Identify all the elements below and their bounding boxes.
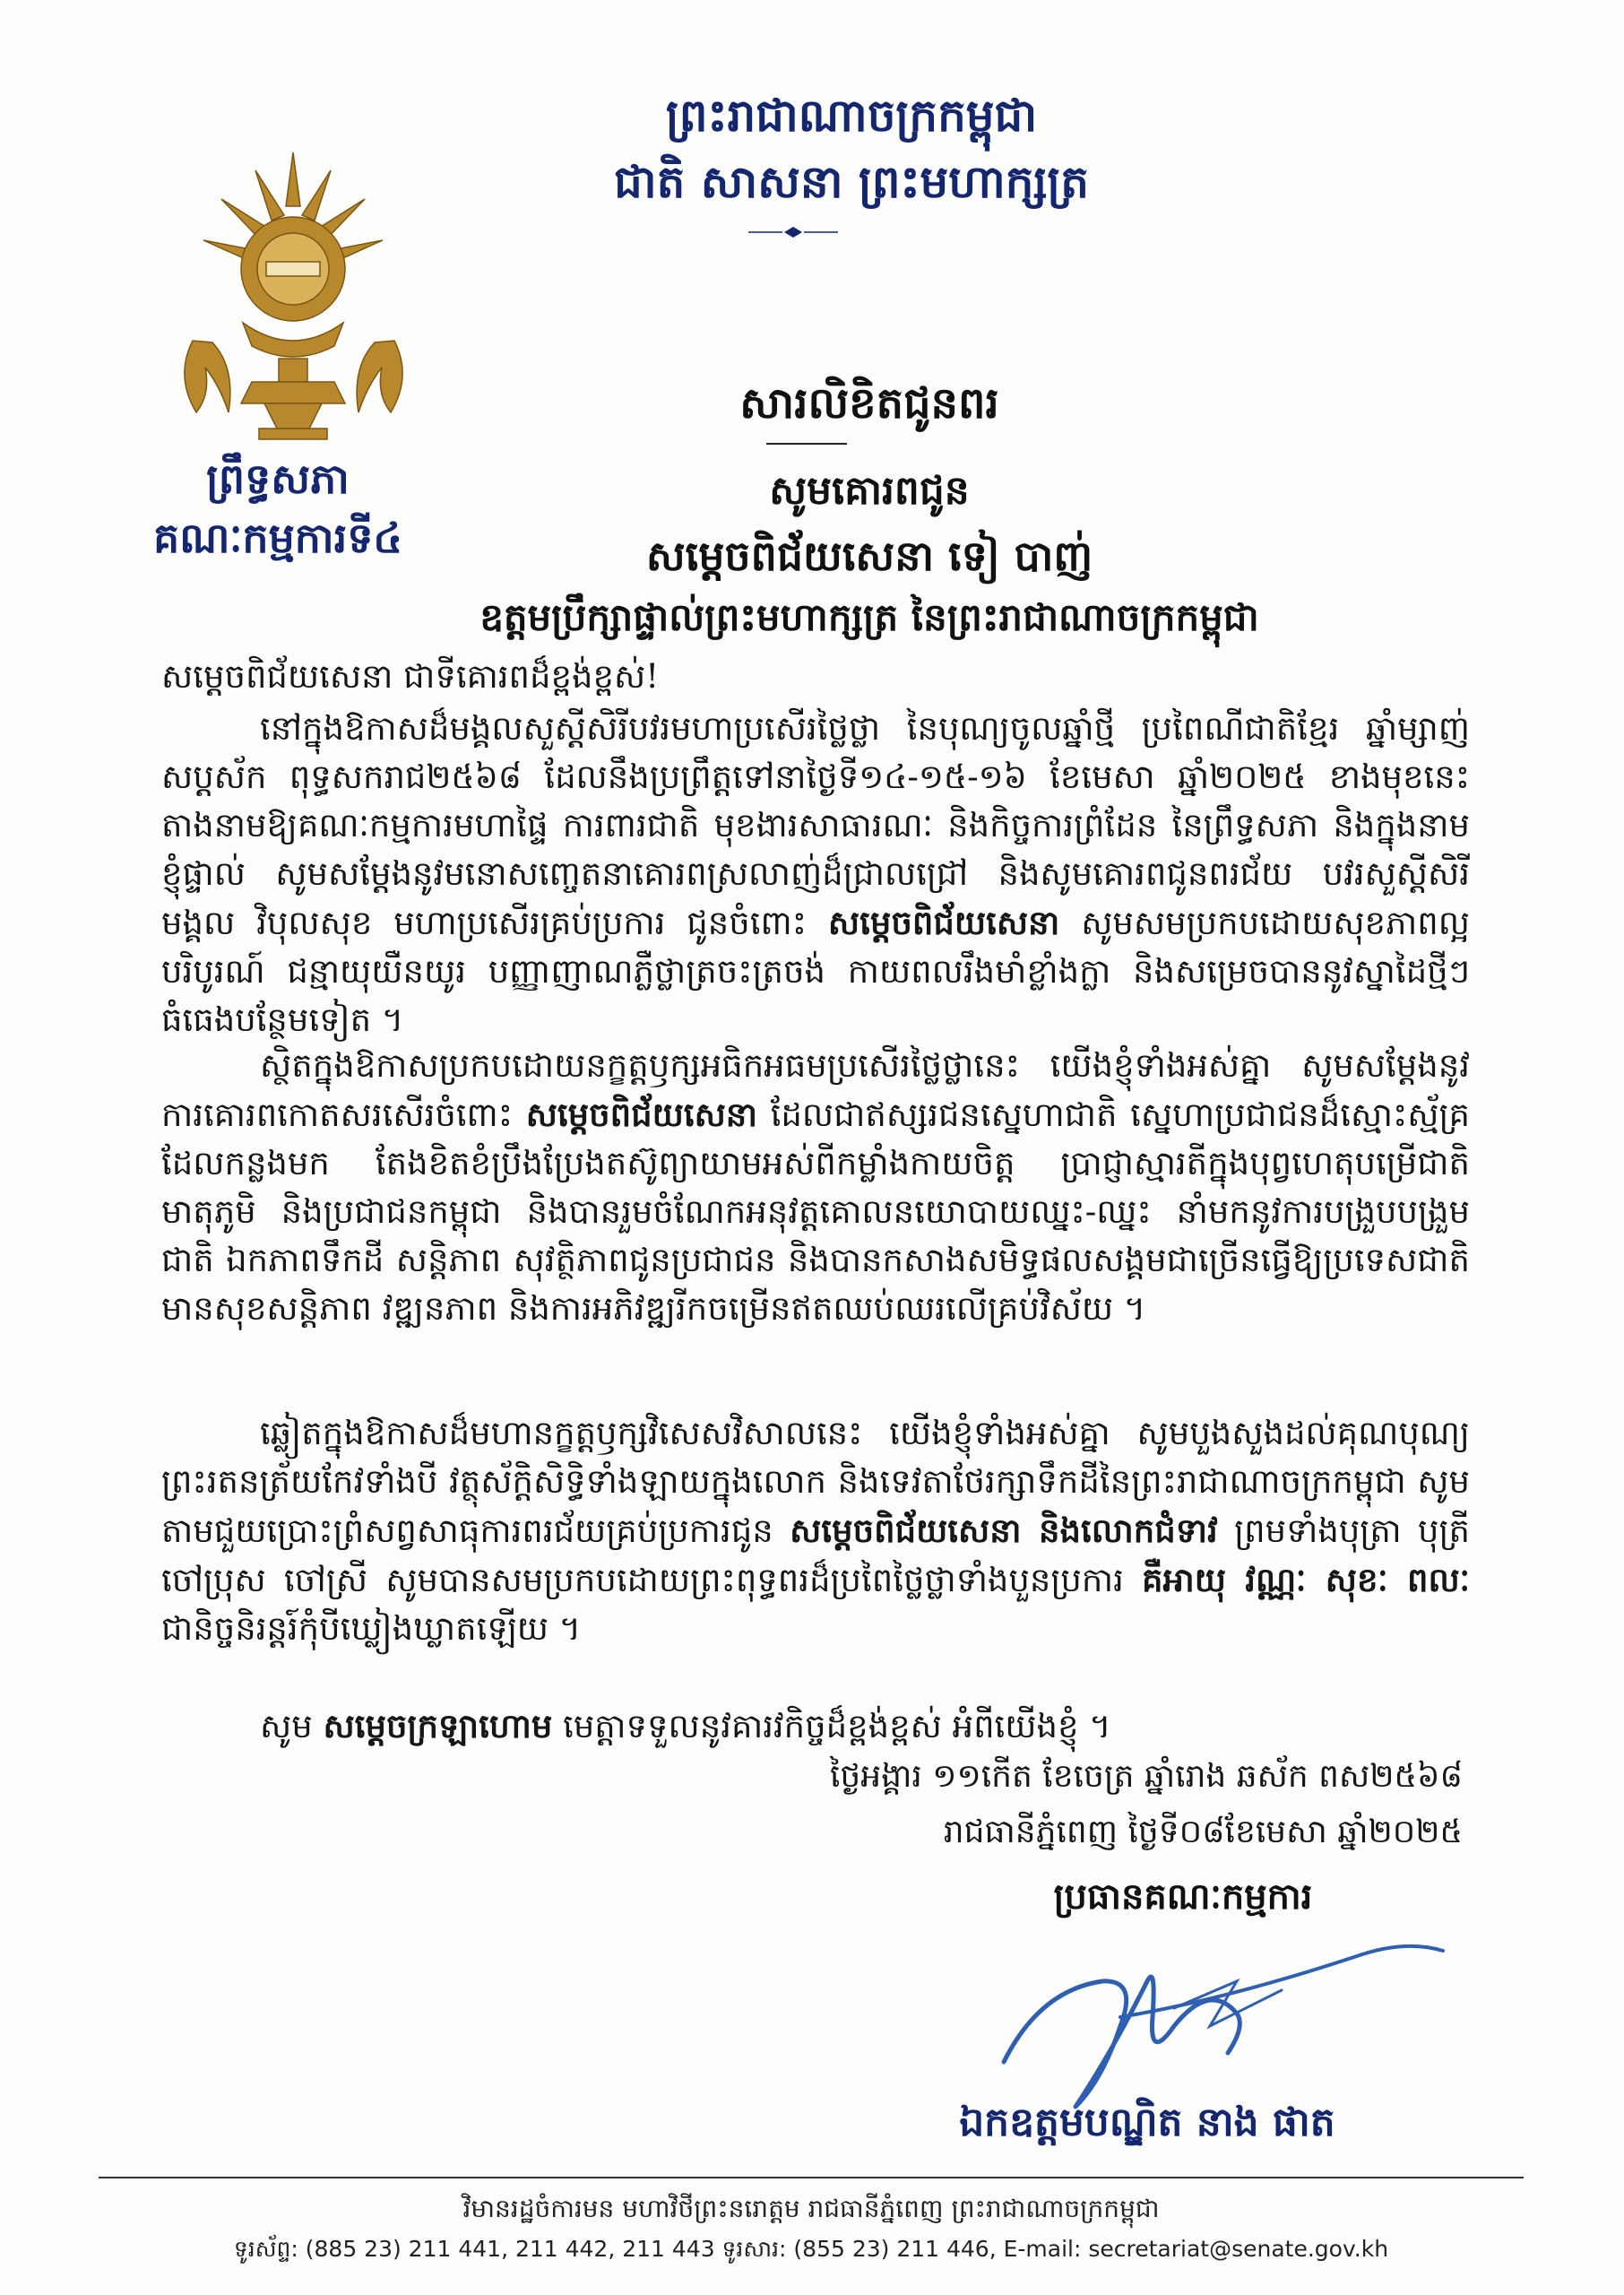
recipient-name: សម្តេចពិជ័យសេនា ទៀ បាញ់ — [645, 532, 1093, 580]
kingdom-heading: ព្រះរាជាណាចក្រកម្ពុជា — [665, 89, 1038, 142]
paragraph-2-emphasis: សម្តេចពិជ័យសេនា — [525, 1095, 758, 1134]
committee-name: គណៈកម្មការទី៤ — [153, 514, 402, 562]
handwritten-signature-icon — [941, 1927, 1479, 2125]
solar-date: រាជធានីភ្នំពេញ ថ្ងៃទី០៨ខែមេសា ឆ្នាំ២០២៥ — [943, 1814, 1463, 1850]
respect-line: សូមគោរពជូន — [769, 468, 970, 514]
closing-line — [161, 1702, 1470, 1751]
salutation: សម្តេចពិជ័យសេនា ជាទីគោរពដ៏ខ្ពង់ខ្ពស់! — [161, 657, 660, 696]
footer-divider — [99, 2177, 1524, 2178]
paragraph-3-blessings: គឺអាយុ វណ្ណៈ សុខៈ ពលៈ — [1142, 1560, 1470, 1599]
footer-contact: ទូរស័ព្ទ: (885 23) 211 441, 211 442, 211 443 ទូរសារ: (855 23) 211 446, E-mail: secretariat@senate.gov.kh — [233, 2236, 1389, 2262]
paragraph-3 — [161, 1409, 1470, 1653]
lunar-date: ថ្ងៃអង្គារ ១១កើត ខែចេត្រ ឆ្នាំរោង ឆស័ក ពស២៥៦៨ — [829, 1758, 1463, 1795]
title-divider — [766, 443, 847, 445]
paragraph-2 — [161, 1042, 1470, 1333]
paragraph-3-text: ឆ្លៀតក្នុងឱកាសដ៏មហានក្ខត្តឫក្សវិសេសវិសាលនេះ យើងខ្ញុំទាំងអស់គ្នា សូមបួងសួងដល់គុណបុណ្យព្រះរតនត្រ័យកែវទាំងបី វត្ថុស័ក្តិសិទ្ធិទាំងឡាយក្នុងលោក និងទេវតាថែរក្សាទឹកដីនៃព្រះរាជាណាចក្រកម្ពុជា សូមតាមជួយប្រោះព្រំសព្វសាធុការពរជ័យគ្រប់ប្រការជូន — [161, 1414, 1470, 1550]
paragraph-1-text-end: សូមសមប្រកបដោយសុខភាពល្អបរិបូរណ៍ ជន្មាយុយឺនយូរ បញ្ញាញាណភ្លឺថ្លាត្រចះត្រចង់ កាយពលរឹងមាំខ្លាំងក្លា និងសម្រេចបាននូវស្នាដៃថ្មីៗធំធេងបន្ថែមទៀត ។ — [161, 904, 1470, 1039]
closing-emphasis: សម្តេចក្រឡាហោម — [323, 1706, 553, 1745]
footer-address: វិមានរដ្ឋចំការមន មហាវិថីព្រះនរោត្តម រាជធានីភ្នំពេញ ព្រះរាជាណាចក្រកម្ពុជា — [462, 2194, 1160, 2223]
paragraph-2-text: ស្ថិតក្នុងឱកាសប្រកបដោយនក្ខត្តឫក្សអធិកអធមប្រសើរថ្លៃថ្លានេះ យើងខ្ញុំទាំងអស់គ្នា សូមសម្តែងនូវការគោរពកោតសរសើរចំពោះ — [161, 1046, 1470, 1134]
senate-name: ព្រឹទ្ធសភា — [206, 455, 350, 503]
paragraph-3-text-mid: ព្រមទាំងបុត្រា បុត្រី ចៅប្រុស ចៅស្រី សូមបានសមប្រកបដោយព្រះពុទ្ធពរដ៏ប្រពៃថ្លៃថ្លាទាំងបួនប្រការ — [161, 1511, 1470, 1599]
signer-name: ឯកឧត្តមបណ្ឌិត នាង ផាត — [959, 2100, 1335, 2145]
closing-text: សូម — [260, 1707, 324, 1745]
senate-emblem-icon — [166, 143, 421, 448]
paragraph-1 — [161, 705, 1470, 1044]
divider-ornament-icon — [748, 226, 838, 238]
paragraph-3-text-end: ជានិច្ចនិរន្តរ៍កុំបីឃ្លៀងឃ្លាតឡើយ ។ — [161, 1609, 582, 1648]
closing-text-end: មេត្តាទទួលនូវគារវកិច្ចដ៏ខ្ពង់ខ្ពស់ អំពីយើងខ្ញុំ ។ — [552, 1707, 1111, 1745]
paragraph-1-emphasis: សម្តេចពិជ័យសេនា — [827, 903, 1060, 942]
paragraph-1-text: នៅក្នុងឱកាសដ៏មង្គលសួស្តីសិរីបវរមហាប្រសើរថ្លៃថ្លា នៃបុណ្យចូលឆ្នាំថ្មី ប្រពៃណីជាតិខ្មែរ ឆ្នាំម្សាញ់ សប្តស័ក ពុទ្ធសករាជ២៥៦៨ ដែលនឹងប្រព្រឹត្តទៅនាថ្ងៃទី១៤-១៥-១៦ ខែមេសា ឆ្នាំ២០២៥ ខាងមុខនេះ តាងនាមឱ្យគណៈកម្មការមហាផ្ទៃ ការពារជាតិ មុខងារសាធារណៈ និងកិច្ចការព្រំដែន នៃព្រឹទ្ធសភា និងក្នុងនាមខ្ញុំផ្ទាល់ សូមសម្តែងនូវមនោសញ្ចេតនាគោរពស្រលាញ់ដ៏ជ្រាលជ្រៅ និងសូមគោរពជូនពរជ័យ បវរសួស្តីសិរីមង្គល វិបុលសុខ មហាប្រសើរគ្រប់ប្រការ ជូនចំពោះ — [161, 709, 1470, 942]
signer-title: ប្រធានគណៈកម្មការ — [1053, 1875, 1313, 1918]
paragraph-3-emphasis: សម្តេចពិជ័យសេនា និងលោកជំទាវ — [790, 1511, 1218, 1550]
paragraph-2-text-end: ដែលជាឥស្សរជនស្នេហាជាតិ ស្នេហាប្រជាជនដ៏ស្មោះស្ម័គ្រ ដែលកន្លងមក តែងខិតខំប្រឹងប្រែងតស៊ូព្យាយាមអស់ពីកម្លាំងកាយចិត្ត ប្រាជ្ញាស្មារតីក្នុងបុព្វហេតុបម្រើជាតិមាតុភូមិ និងប្រជាជនកម្ពុជា និងបានរួមចំណែកអនុវត្តគោលនយោបាយឈ្នះ-ឈ្នះ នាំមកនូវការបង្រួបបង្រួមជាតិ ឯកភាពទឹកដី សន្តិភាព សុវត្ថិភាពជូនប្រជាជន និងបានកសាងសមិទ្ធផលសង្គមជាច្រើនធ្វើឱ្យប្រទេសជាតិមានសុខសន្តិភាព វឌ្ឍនភាព និងការអភិវឌ្ឍរីកចម្រើនឥតឈប់ឈរលើគ្រប់វិស័យ ។ — [161, 1096, 1470, 1328]
letter-title: សារលិខិតជូនពរ — [739, 378, 999, 429]
national-motto: ជាតិ សាសនា ព្រះមហាក្សត្រ — [614, 155, 1089, 208]
recipient-position: ឧត្តមប្រឹក្សាផ្ទាល់ព្រះមហាក្សត្រ នៃព្រះរាជាណាចក្រកម្ពុជា — [479, 595, 1259, 639]
